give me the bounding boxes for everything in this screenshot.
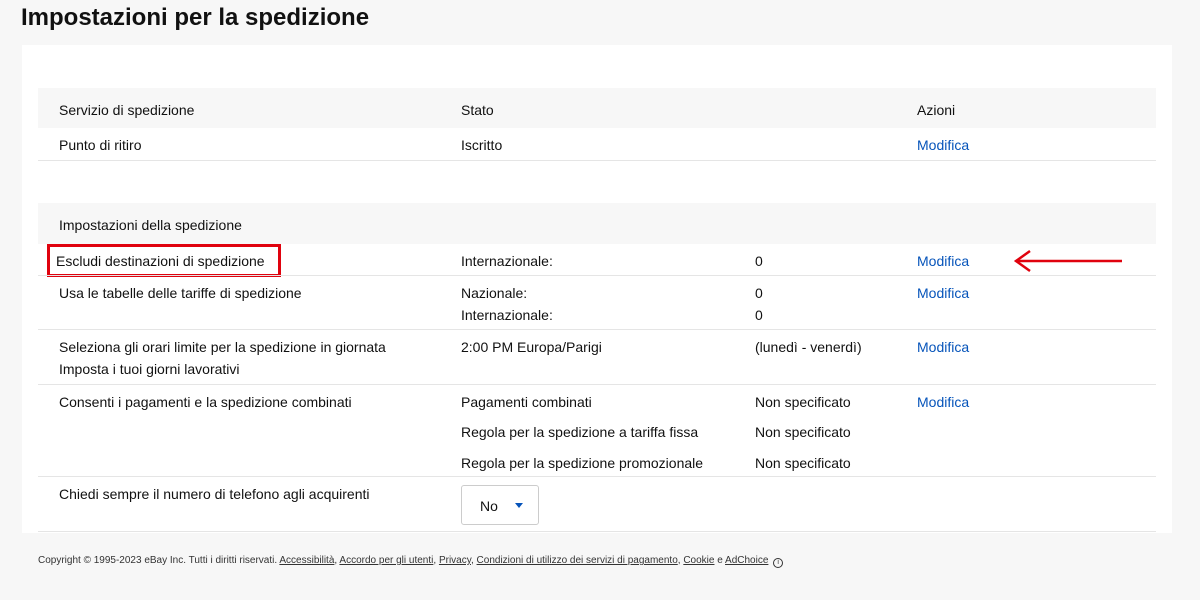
divider <box>38 275 1156 276</box>
header-status: Stato <box>461 102 494 118</box>
settings-section-title: Impostazioni della spedizione <box>59 217 242 233</box>
divider <box>38 531 1156 532</box>
cookie-link[interactable]: Cookie <box>683 555 715 566</box>
rate-tables-label: Usa le tabelle delle tariffe di spedizione <box>59 285 302 301</box>
exclude-edit-link[interactable]: Modifica <box>917 253 970 269</box>
cutoff-time: 2:00 PM Europa/Parigi <box>461 339 602 355</box>
header-actions: Azioni <box>917 102 956 118</box>
promo-rule-value: Non specificato <box>755 455 851 471</box>
working-days-label: Imposta i tuoi giorni lavorativi <box>59 361 240 377</box>
privacy-link[interactable]: Privacy <box>438 555 471 566</box>
divider <box>38 160 1156 161</box>
exclude-destinations-label: Escludi destinazioni di spedizione <box>56 253 265 269</box>
combined-label: Consenti i pagamenti e la spedizione combinati <box>59 394 352 410</box>
copyright-text: Copyright © 1995-2023 eBay Inc. Tutti i diritti riservati. <box>38 555 278 566</box>
adchoice-link[interactable]: AdChoice <box>725 555 769 566</box>
combined-payments-value: Non specificato <box>755 394 851 410</box>
accessibility-link[interactable]: Accessibilità <box>279 555 335 566</box>
header-service: Servizio di spedizione <box>59 102 195 118</box>
flat-rate-rule-key: Regola per la spedizione a tariffa fissa <box>461 424 699 440</box>
info-icon[interactable]: i <box>773 558 783 568</box>
pickup-edit-link[interactable]: Modifica <box>917 137 970 153</box>
arrow-left-icon <box>1010 247 1126 275</box>
divider <box>38 329 1156 330</box>
combined-payments-key: Pagamenti combinati <box>461 394 592 410</box>
rate-domestic-value: 0 <box>755 285 763 301</box>
payments-terms-link[interactable]: Condizioni di utilizzo dei servizi di pagamento <box>476 555 678 566</box>
promo-rule-key: Regola per la spedizione promozionale <box>461 455 704 471</box>
cutoff-label: Seleziona gli orari limite per la spedizione in giornata <box>59 339 386 355</box>
row-pickup-service: Punto di ritiro <box>59 137 142 153</box>
rate-domestic-key: Nazionale: <box>461 285 528 301</box>
flat-rate-rule-value: Non specificato <box>755 424 851 440</box>
services-table-header <box>38 88 1156 128</box>
phone-label: Chiedi sempre il numero di telefono agli acquirenti <box>59 486 370 502</box>
rate-international-value: 0 <box>755 307 763 323</box>
footer: Copyright © 1995-2023 eBay Inc. Tutti i diritti riservati. Accessibilità, Accordo per gli utenti, Privacy, Condizioni di utilizzo dei servizi di pagamento, Cookie e AdChoice i <box>38 555 783 568</box>
cutoff-edit-link[interactable]: Modifica <box>917 339 970 355</box>
rate-international-key: Internazionale: <box>461 307 553 323</box>
phone-select-value: No <box>480 498 498 514</box>
page-title: Impostazioni per la spedizione <box>21 4 370 31</box>
exclude-international-value: 0 <box>755 253 763 269</box>
divider <box>38 476 1156 477</box>
exclude-international-key: Internazionale: <box>461 253 553 269</box>
user-agreement-link[interactable]: Accordo per gli utenti <box>339 555 434 566</box>
rate-tables-edit-link[interactable]: Modifica <box>917 285 970 301</box>
phone-select[interactable] <box>461 485 539 525</box>
chevron-down-icon <box>515 503 523 508</box>
annotation-highlight-box <box>47 244 281 277</box>
combined-edit-link[interactable]: Modifica <box>917 394 970 410</box>
row-pickup-status: Iscritto <box>461 137 503 153</box>
cutoff-days: (lunedì - venerdì) <box>755 339 862 355</box>
divider <box>38 384 1156 385</box>
